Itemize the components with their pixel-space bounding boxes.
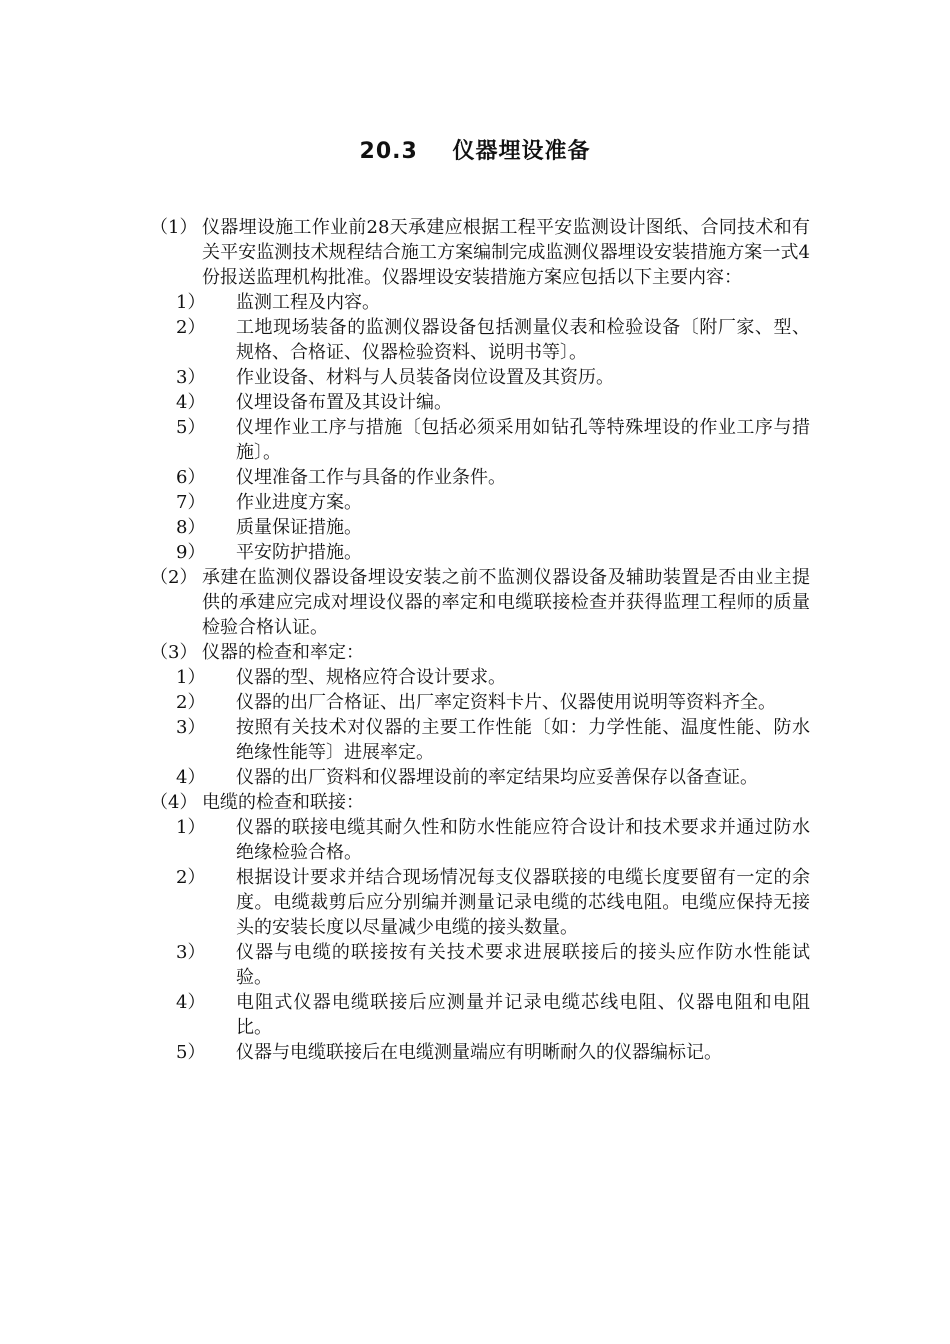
section-3 [150, 640, 810, 665]
list-item [150, 290, 810, 315]
item-text: 仪器与电缆的联接按有关技术要求进展联接后的接头应作防水性能试验。 [236, 942, 810, 988]
section-1 [150, 215, 810, 290]
item-text: 仪器的出厂资料和仪器埋设前的率定结果均应妥善保存以备查证。 [236, 767, 758, 788]
item-text: 平安防护措施。 [236, 542, 362, 563]
item-number: 8） [176, 517, 206, 538]
item-number: 3） [176, 367, 206, 388]
list-item [150, 315, 810, 365]
list-item [150, 390, 810, 415]
item-number: 1） [176, 292, 206, 313]
item-number: 7） [176, 492, 206, 513]
section-number: （1） [150, 217, 198, 238]
list-item [150, 690, 810, 715]
list-item [150, 765, 810, 790]
document-body [150, 215, 810, 1065]
list-item [150, 1040, 810, 1065]
list-item [150, 990, 810, 1040]
item-number: 5） [176, 417, 206, 438]
list-item [150, 940, 810, 990]
section-4 [150, 790, 810, 815]
item-text: 作业设备、材料与人员装备岗位设置及其资历。 [236, 367, 614, 388]
item-text: 仪埋设备布置及其设计编。 [236, 392, 452, 413]
section-number: （3） [150, 642, 198, 663]
item-text: 仪器的联接电缆其耐久性和防水性能应符合设计和技术要求并通过防水绝缘检验合格。 [236, 817, 810, 863]
list-item [150, 415, 810, 465]
list-item [150, 665, 810, 690]
item-number: 1） [176, 817, 206, 838]
section-2 [150, 565, 810, 640]
section-text: 仪器埋设施工作业前28天承建应根据工程平安监测设计图纸、合同技术和有关平安监测技术规程结合施工方案编制完成监测仪器埋设安装措施方案一式4份报送监理机构批准。仪器埋设安装措施方案应包括以下主要内容： [202, 217, 810, 288]
item-number: 9） [176, 542, 206, 563]
list-item [150, 815, 810, 865]
section-number: （2） [150, 567, 198, 588]
item-text: 监测工程及内容。 [236, 292, 380, 313]
item-number: 1） [176, 667, 206, 688]
item-number: 4） [176, 767, 206, 788]
list-item [150, 865, 810, 940]
item-number: 4） [176, 992, 206, 1013]
item-text: 仪埋作业工序与措施〔包括必须采用如钻孔等特殊埋设的作业工序与措施〕。 [236, 417, 810, 463]
item-number: 2） [176, 867, 206, 888]
section-number: （4） [150, 792, 198, 813]
list-item [150, 515, 810, 540]
item-number: 3） [176, 717, 206, 738]
section-text: 仪器的检查和率定： [202, 642, 364, 663]
item-text: 作业进度方案。 [236, 492, 362, 513]
list-item [150, 715, 810, 765]
item-number: 6） [176, 467, 206, 488]
item-text: 质量保证措施。 [236, 517, 362, 538]
item-text: 仪器的型、规格应符合设计要求。 [236, 667, 506, 688]
page-title: 20.3 仪器埋设准备 [359, 139, 591, 164]
list-item [150, 365, 810, 390]
item-text: 仪埋准备工作与具备的作业条件。 [236, 467, 506, 488]
list-item [150, 540, 810, 565]
item-number: 5） [176, 1042, 206, 1063]
list-item [150, 465, 810, 490]
item-number: 2） [176, 317, 206, 338]
item-text: 仪器与电缆联接后在电缆测量端应有明晰耐久的仪器编标记。 [236, 1042, 722, 1063]
item-text: 仪器的出厂合格证、出厂率定资料卡片、仪器使用说明等资料齐全。 [236, 692, 776, 713]
item-number: 3） [176, 942, 206, 963]
section-text: 承建在监测仪器设备埋设安装之前不监测仪器设备及辅助装置是否由业主提供的承建应完成对埋设仪器的率定和电缆联接检查并获得监理工程师的质量检验合格认证。 [202, 567, 810, 638]
list-item [150, 490, 810, 515]
item-text: 工地现场装备的监测仪器设备包括测量仪表和检验设备〔附厂家、型、规格、合格证、仪器检验资料、说明书等〕。 [236, 317, 810, 363]
section-text: 电缆的检查和联接： [202, 792, 364, 813]
item-text: 按照有关技术对仪器的主要工作性能〔如：力学性能、温度性能、防水绝缘性能等〕进展率定。 [236, 717, 810, 763]
item-number: 4） [176, 392, 206, 413]
item-text: 根据设计要求并结合现场情况每支仪器联接的电缆长度要留有一定的余度。电缆裁剪后应分别编并测量记录电缆的芯线电阻。电缆应保持无接头的安装长度以尽量减少电缆的接头数量。 [236, 867, 810, 938]
item-text: 电阻式仪器电缆联接后应测量并记录电缆芯线电阻、仪器电阻和电阻比。 [236, 992, 810, 1038]
item-number: 2） [176, 692, 206, 713]
